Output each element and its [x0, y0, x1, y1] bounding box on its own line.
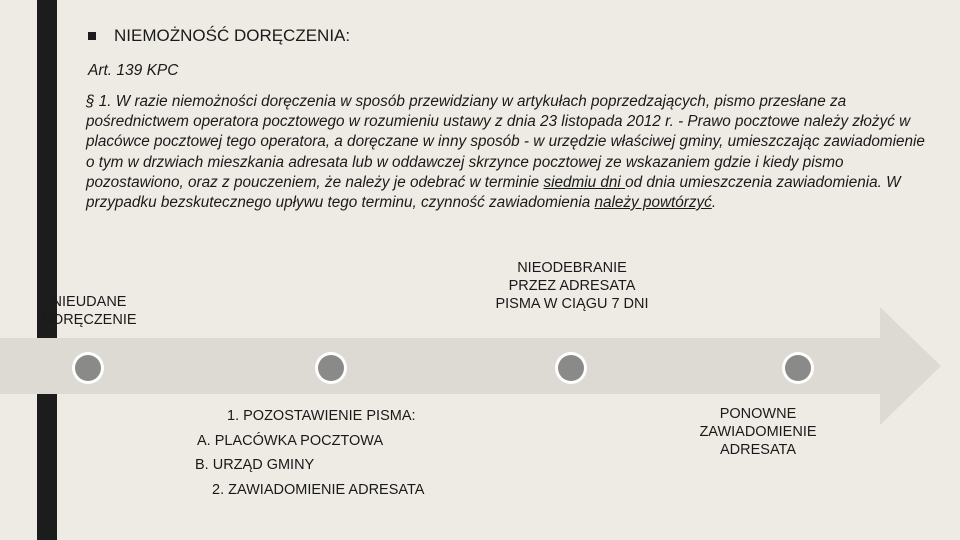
underlined-deadline: siedmiu dni: [543, 173, 626, 191]
slide-heading: [88, 26, 350, 46]
timeline-node-4: [785, 355, 811, 381]
timeline-node-1: [75, 355, 101, 381]
list-item: 2. ZAWIADOMIENIE ADRESATA: [212, 481, 425, 498]
square-bullet-icon: [88, 32, 96, 40]
timeline-node-3: [558, 355, 584, 381]
step-label-not-collected: NIEODEBRANIE PRZEZ ADRESATA PISMA W CIĄGU 7 DNI: [495, 260, 649, 312]
underlined-repeat: należy powtórzyć: [594, 194, 712, 212]
paragraph-text-2: od dnia umieszczenia zawiadomienia. W przypadku bezskutecznego upływu tego terminu, czynność zawiadomienia: [86, 173, 901, 212]
article-reference: Art. 139 KPC: [88, 62, 179, 79]
paragraph-text-3: .: [711, 194, 717, 212]
step-label-repeat-notice: PONOWNE ZAWIADOMIENIE ADRESATA: [699, 406, 817, 458]
timeline-node-2: [318, 355, 344, 381]
list-item: A. PLACÓWKA POCZTOWA: [197, 432, 384, 449]
step-label-failed-delivery: NIEUDANE DORĘCZENIE: [41, 294, 137, 328]
article-paragraph: [86, 92, 936, 213]
left-accent-bar: [37, 0, 57, 540]
list-item: B. URZĄD GMINY: [195, 457, 315, 473]
list-item: 1. POZOSTAWIENIE PISMA:: [227, 408, 416, 424]
slide-title: NIEMOŻNOŚĆ DORĘCZENIA:: [114, 26, 351, 45]
step-list-leaving-letter: [190, 404, 424, 502]
paragraph-text-1: § 1. W razie niemożności doręczenia w sposób przewidziany w artykułach poprzedzających, pismo przesłane za pośrednictwem operatora pocztowego w rozumieniu ustawy z dnia 23 listopada 2012 r. - Prawo pocztowe należy złożyć w placówce pocztowej tego operatora, a doręczane w inny sposób - w urzędzie właściwej gminy, umieszczając zawiadomienie o tym w drzwiach mieszkania adresata lub w oddawczej skrzynce pocztowej ze wskazaniem gdzie i kiedy pismo pozostawiono, oraz z pouczeniem, że należy je odebrać w terminie: [86, 93, 925, 191]
